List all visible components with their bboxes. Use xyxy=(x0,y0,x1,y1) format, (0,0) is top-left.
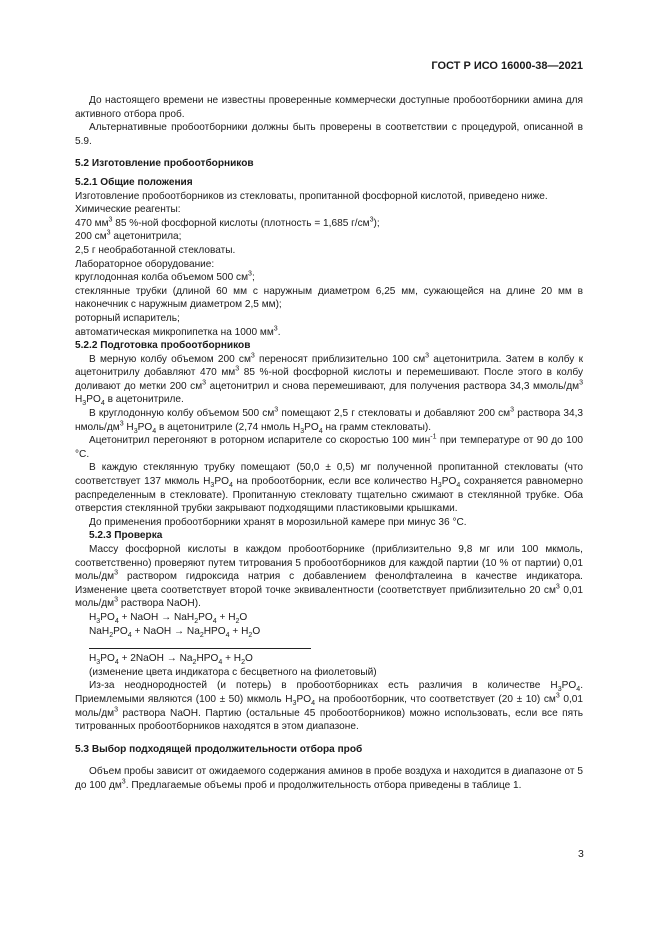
s523-paragraph-2: Из-за неоднородностей (и потерь) в пробоотборниках есть различия в количестве $H_3PO_4$. Приемлемыми являются (100 ± 50) мкмоль $H_3PO_4$ на пробоотборник, что соответствует (20 ± 10) $см^3$ 0,01 моль/$дм^3$ раствора NaOH. Партию (остальные 45 пробоотборников) можно использовать, если все пять титрованных пробоотборников находятся в этом диапазоне. xyxy=(75,680,583,733)
lab-item-3: роторный испаритель; xyxy=(75,312,180,324)
page-number: 3 xyxy=(578,848,584,860)
section-5-2-1-title: 5.2.1 Общие положения xyxy=(75,176,193,188)
s53-paragraph-1: Объем пробы зависит от ожидаемого содержания аминов в пробе воздуха и находится в диапазоне от 5 до 100 $дм^3$. Предлагаемые объемы проб и продолжительность отбора приведены в таблице 1. xyxy=(75,766,583,791)
s522-paragraph-4: В каждую стеклянную трубку помещают (50,0 ± 0,5) мг полученной пропитанной стекловаты (что соответствует 137 мкмоль $H_3PO_4$ на пробоотборник, если все количество $H_3PO_4$ сохраняется равномерно распределенным в стекловате). Пропитанную стекловату тщательно сжимают в стеклянной трубке. Оба отверстия стеклянной трубки закрывают подходящими пластиковыми крышками. xyxy=(75,462,583,515)
equation-sum: $H_3PO_4$ + 2NaOH → $Na_2HPO_4 + H_2O$ xyxy=(89,653,253,667)
equation-2: $NaH_2PO_4$ + NaOH → $Na_2HPO_4 + H_2O$ xyxy=(89,625,261,639)
document-header: ГОСТ Р ИСО 16000-38—2021 xyxy=(431,60,583,72)
s523-paragraph-1: Массу фосфорной кислоты в каждом пробоотборнике (приблизительно 9,8 мг или 100 мкмоль, соответственно) проверяют путем титрования 5 пробоотборников для каждой партии (10 % от партии) 0,01 моль/$дм^3$ раствором гидроксида натрия с добавлением фенолфталеина в качестве индикатора. Изменение цвета соответствует второй точке эквивалентности (соответствует приблизительно 20 $см^3$ 0,01 моль/$дм^3$ раствора NaOH). xyxy=(75,544,583,610)
chem-header: Химические реагенты: xyxy=(75,204,181,216)
s522-paragraph-1: В мерную колбу объемом 200 $см^3$ переносят приблизительно 100 $см^3$ ацетонитрила. Затем в колбу к ацетонитрилу добавляют 470 $мм^3$ 85 %-ной фосфорной кислоты и перемешивают. После этого в колбу доливают до метки 200 $см^3$ ацетонитрил и снова перемешивают, для получения раствора 34,3 ммоль/$дм^3$ $H_3PO_4$ в ацетонитриле. xyxy=(75,352,583,408)
lab-item-4: автоматическая микропипетка на 1000 $мм^3$. xyxy=(75,325,281,338)
chem-item-1: 470 $мм^3$ 85 %-ной фосфорной кислоты (плотность = 1,685 $г/см^3$); xyxy=(75,216,380,229)
intro-paragraph-2: Альтернативные пробоотборники должны быть проверены в соответствии с процедурой, описанной в 5.9. xyxy=(75,122,583,147)
chem-item-2: 200 $см^3$ ацетонитрила; xyxy=(75,229,182,243)
document-body xyxy=(75,94,583,793)
section-5-3-title: 5.3 Выбор подходящей продолжительности отбора проб xyxy=(75,743,363,755)
section-5-2-title: 5.2 Изготовление пробоотборников xyxy=(75,158,254,170)
section-5-2-2-title: 5.2.2 Подготовка пробоотборников xyxy=(75,340,251,352)
s522-paragraph-2: В круглодонную колбу объемом 500 $см^3$ помещают 2,5 г стекловаты и добавляют 200 $см^3$ раствора 34,3 нмоль/$дм^3$ $H_3PO_4$ в ацетонитриле (2,74 нмоль $H_3PO_4$ на грамм стекловаты). xyxy=(75,406,583,435)
s522-paragraph-5: До применения пробоотборники хранят в морозильной камере при минус 36 °С. xyxy=(89,516,467,528)
lab-item-1: круглодонная колба объемом 500 $см^3$; xyxy=(75,270,255,284)
section-5-2-3-title: 5.2.3 Проверка xyxy=(89,530,163,542)
s522-paragraph-3: Ацетонитрил перегоняют в роторном испарителе со скоростью 100 мин$^{-1}$ при температуре от 90 до 100 °С. xyxy=(75,433,583,460)
equation-divider xyxy=(89,648,311,649)
section-5-2-1-paragraph: Изготовление пробоотборников из стекловаты, пропитанной фосфорной кислотой, приведено ниже. xyxy=(75,190,548,202)
equation-note: (изменение цвета индикатора с бесцветного на фиолетовый) xyxy=(89,666,377,678)
equation-1: $H_3PO_4$ + NaOH → $NaH_2PO_4 + H_2O$ xyxy=(89,611,248,625)
chem-item-3: 2,5 г необработанной стекловаты. xyxy=(75,244,236,256)
lab-header: Лабораторное оборудование: xyxy=(75,258,215,270)
lab-item-2: стеклянные трубки (длиной 60 мм с наружным диаметром 6,25 мм, сужающейся на длине 20 мм в наконечник с наружным диаметром 2,5 мм); xyxy=(75,285,583,311)
intro-paragraph-1: До настоящего времени не известны проверенные коммерчески доступные пробоотборники амина для активного отбора проб. xyxy=(75,95,583,120)
